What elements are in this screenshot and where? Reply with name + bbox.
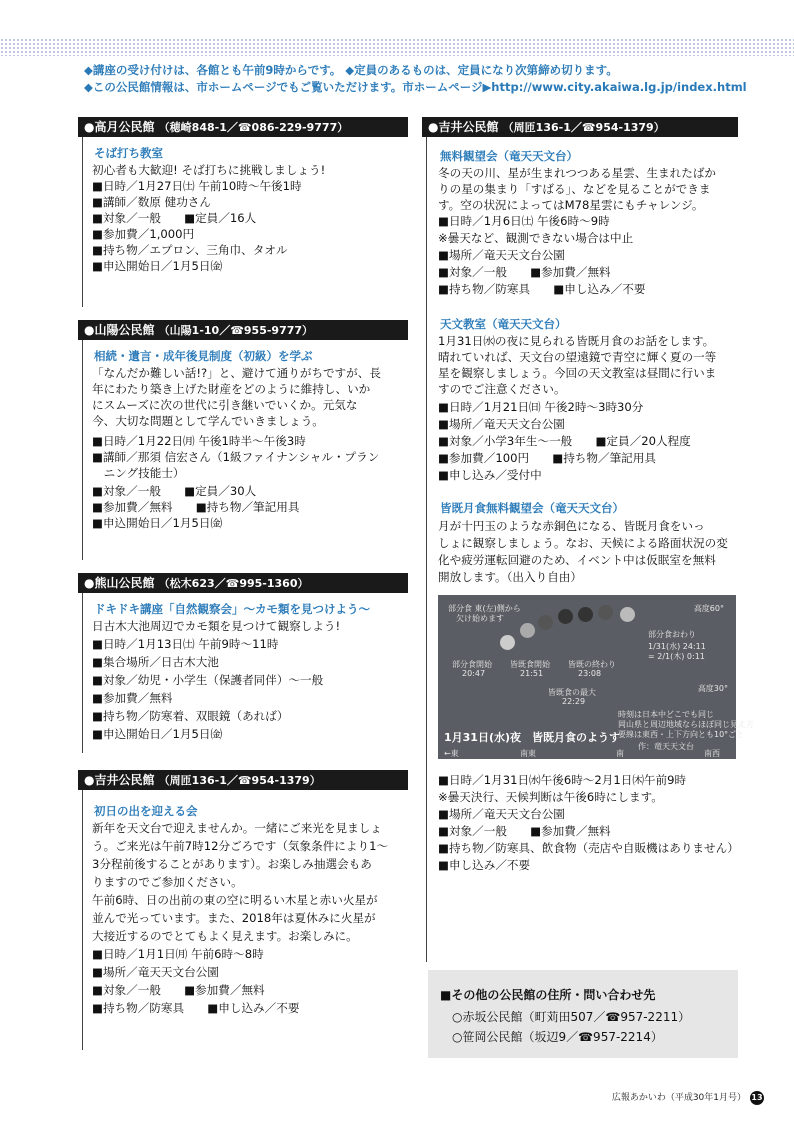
event-line: ■持ち物／防寒具 ■申し込み／不要 [438, 282, 646, 296]
event-line: 晴れていれば、天文台の望遠鏡で青空に輝く夏の一等 [438, 350, 717, 364]
event-line: 3分程前後することがあります）。お楽しみ抽選会もあ [92, 857, 372, 871]
event-line: ■参加費／無料 [92, 691, 173, 705]
event-line: ■対象／幼児・小学生（保護者同伴）～一般 [92, 673, 324, 687]
event-line: う。ご来光は午前7時12分ごろです（気象条件により1～ [92, 839, 389, 853]
event-line: ■日時／1月13日㈯ 午前9時～11時 [92, 637, 279, 651]
section-header-yoshii: ●吉井公民館 （周匝136-1／☎954-1379） [78, 770, 408, 790]
event-line: ※曇天など、観測できない場合は中止 [438, 231, 634, 245]
event-title: 初日の出を迎える会 [94, 804, 198, 818]
event-line: 大接近するのでとてもよく見えます。お楽しみに。 [92, 929, 358, 943]
event-line: ■持ち物／防寒具 ■申し込み／不要 [92, 1001, 300, 1015]
event-line: しょに観察しましょう。なお、天候による路面状況の変 [438, 536, 728, 550]
event-line: ■申込開始日／1月5日㈮ [92, 259, 223, 273]
event-line: ■対象／一般 ■参加費／無料 [92, 983, 265, 997]
contact-item: ○赤坂公民館（町苅田507／☎957-2211） [452, 1010, 691, 1024]
event-line: ■場所／竜天天文台公園 [438, 807, 565, 821]
event-line: ■参加費／100円 ■持ち物／筆記用具 [438, 451, 656, 465]
event-line: ■集合場所／日古木大池 [92, 655, 219, 669]
event-line: ■日時／1月27日㈯ 午前10時～午後1時 [92, 179, 302, 193]
photo-caption: 1月31日(水)夜 皆既月食のようす [444, 731, 621, 744]
event-line: 開放します。（出入り自由） [438, 570, 582, 584]
event-line: ■申し込み／不要 [438, 858, 531, 872]
event-title: 無料観望会（竜天天文台） [440, 149, 578, 163]
section-header-takatsuki: ●高月公民館 （穂崎848-1／☎086-229-9777） [78, 117, 408, 137]
event-line: ■申し込み／受付中 [438, 468, 542, 482]
contact-title: ■その他の公民館の住所・問い合わせ先 [440, 988, 656, 1002]
page-number: 13 [750, 1091, 764, 1105]
contact-box [428, 970, 738, 1058]
event-line: 年にわたり築き上げた財産をどのように維持し、いか [92, 382, 371, 396]
event-line: ■対象／小学3年生～一般 ■定員／20人程度 [438, 434, 691, 448]
event-line: ニング技能士） [92, 466, 185, 480]
notice-line-2: ◆この公民館情報は、市ホームページでもご覧いただけます。市ホームページ▶http://www.city.akaiwa.lg.jp/index.html [84, 80, 747, 94]
event-line: ■持ち物／エプロン、三角巾、タオル [92, 243, 288, 257]
event-line: ■申込開始日／1月5日㈮ [92, 516, 223, 530]
footer-text: 広報あかいわ（平成30年1月号） [611, 1093, 746, 1103]
section-header-yoshii-2: ●吉井公民館 （周匝136-1／☎954-1379） [422, 117, 738, 137]
event-line: 冬の天の川、星が生まれつつある星雲、生まれたばか [438, 166, 717, 180]
event-line: りますのでご参加ください。 [92, 875, 243, 889]
event-line: 今、大切な問題として学んでいきましょう。 [92, 414, 324, 428]
event-line: ■持ち物／防寒着、双眼鏡（あれば） [92, 709, 289, 723]
event-title: そば打ち教室 [94, 146, 163, 160]
event-line: 午前6時、日の出前の東の空に明るい木星と赤い火星が [92, 893, 378, 907]
event-line: ■日時／1月31日㈬午後6時～2月1日㈭午前9時 [438, 773, 687, 787]
event-line: ■参加費／無料 ■持ち物／筆記用具 [92, 500, 300, 514]
event-title: 相続・遺言・成年後見制度（初級）を学ぶ [94, 349, 313, 363]
event-line: ■講師／那須 信宏さん（1級ファイナンシャル・プラン [92, 450, 380, 464]
event-line: ■場所／竜天天文台公園 [438, 248, 565, 262]
event-line: 化や疲労運転回避のため、イベント中は仮眠室を無料 [438, 553, 716, 567]
event-line: ■日時／1月21日㈰ 午後2時～3時30分 [438, 400, 644, 414]
event-line: 新年を天文台で迎えませんか。一緒にご来光を見ましょ [92, 821, 382, 835]
section-header-sanyo: ●山陽公民館 （山陽1-10／☎955-9777） [78, 320, 408, 340]
event-line: 初心者も大歓迎! そば打ちに挑戦しましょう! [92, 163, 326, 177]
event-line: ■対象／一般 ■定員／16人 [92, 211, 257, 225]
event-line: ■場所／竜天天文台公園 [92, 965, 219, 979]
notice-line-1: ◆講座の受け付けは、各館とも午前9時からです。 ◆定員のあるものは、定員になり次第締め切ります。 [84, 63, 618, 77]
event-line: 1月31日㈬の夜に見られる皆既月食のお話をします。 [438, 334, 715, 348]
event-line: ■場所／竜天天文台公園 [438, 417, 565, 431]
lunar-eclipse-photo: 部分食 東(左)側から 欠け始めます 高度60° 部分食開始 20:47 皆既食開始 21:51 皆既の終わり 23:08 皆既食の最大 22:29 部分食おわり 1/31(水) 24:11 = 2/1(木) 0:11 高度30° 時刻は日本中どこでも同じ 岡山県と周辺地域ならほぼ同じ見え方 要線は東西・上下方向とも10°ごと 作：竜天天文台 1月31日(水)夜 皆既月食のようす ←東 南東 南 南西 [438, 595, 736, 759]
event-line: 日古木大池周辺でカモ類を見つけて観察しよう! [92, 619, 341, 633]
event-title: ドキドキ講座「自然観察会」～カモ類を見つけよう～ [94, 602, 370, 616]
event-line: すのでご注意ください。 [438, 382, 566, 396]
section-header-kumayama: ●熊山公民館 （松木623／☎995-1360） [78, 573, 408, 593]
event-line: 月が十円玉のような赤銅色になる、皆既月食をいっ [438, 519, 705, 533]
event-line: ■持ち物／防寒具、飲食物（売店や自販機はありません） [438, 841, 739, 855]
dotted-top-band [0, 38, 794, 56]
event-line: ■対象／一般 ■参加費／無料 [438, 824, 611, 838]
event-line: ■日時／1月22日㈪ 午後1時半～午後3時 [92, 434, 306, 448]
event-line: ■対象／一般 ■参加費／無料 [438, 265, 611, 279]
event-line: ■日時／1月1日㈪ 午前6時～8時 [92, 947, 264, 961]
event-line: ■日時／1月6日㈯ 午後6時～9時 [438, 214, 610, 228]
event-line: りの星の集まり「すばる」、などを見ることができま [438, 182, 711, 196]
contact-item: ○笹岡公民館（坂辺9／☎957-2214） [452, 1030, 663, 1044]
event-title: 皆既月食無料観望会（竜天天文台） [440, 501, 624, 515]
event-line: ※曇天決行、天候判断は午後6時にします。 [438, 790, 663, 804]
event-line: 星を観察しましょう。今回の天文教室は昼間に行いま [438, 366, 717, 380]
event-line: ■申込開始日／1月5日㈮ [92, 727, 223, 741]
event-line: にスムーズに次の世代に引き継いでいくか。元気な [92, 398, 358, 412]
event-line: 並んで光っています。また、2018年は夏休みに火星が [92, 911, 376, 925]
event-line: ■対象／一般 ■定員／30人 [92, 484, 257, 498]
page-footer [612, 1090, 764, 1105]
event-line: ■参加費／1,000円 [92, 227, 195, 241]
event-title: 天文教室（竜天天文台） [440, 317, 567, 331]
event-line: 「なんだか難しい話!?」と、避けて通りがちですが、長 [92, 366, 381, 380]
event-line: ■講師／数原 健功さん [92, 195, 211, 209]
event-line: す。空の状況によってはM78星雲にもチャレンジ。 [438, 198, 704, 212]
